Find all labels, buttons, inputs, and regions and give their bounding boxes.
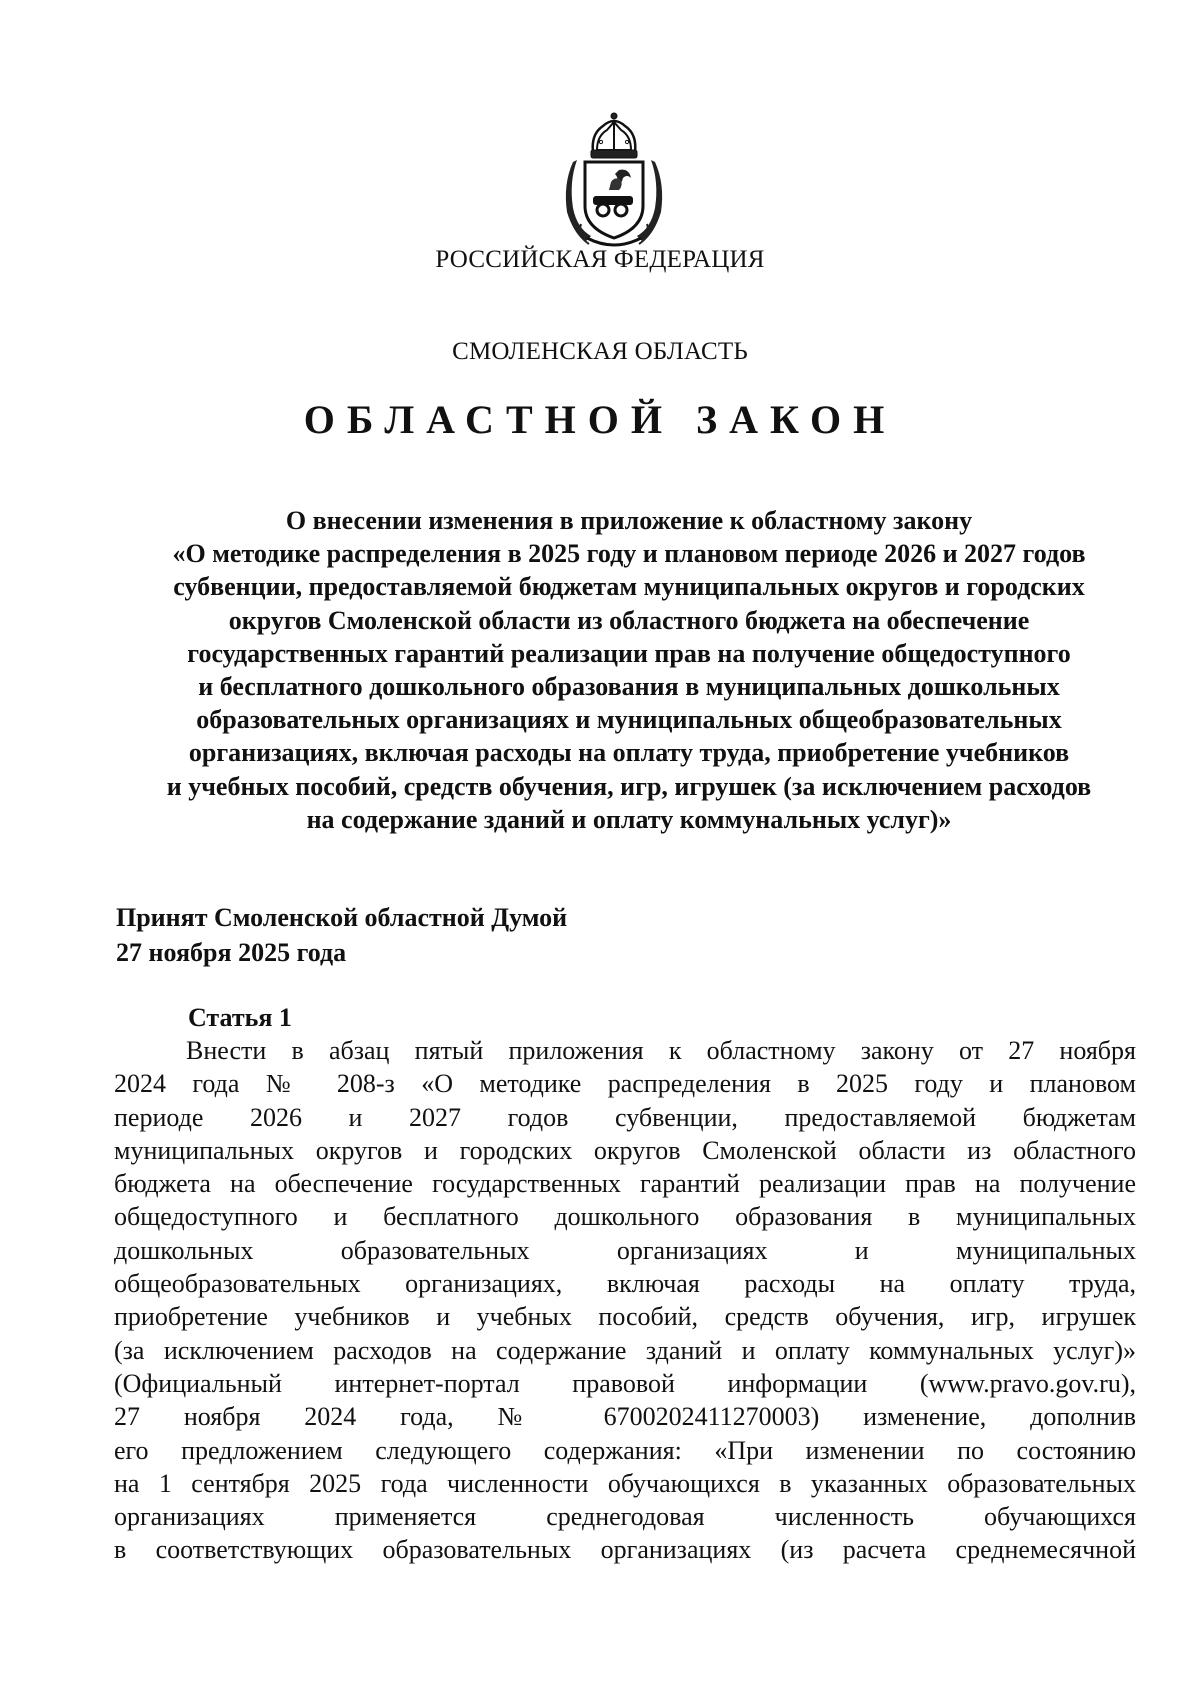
- law-title-line: на содержание зданий и оплату коммунальных услуг)»: [306, 804, 952, 834]
- article-line: общедоступного и бесплатного дошкольного образования в муниципальных: [114, 1202, 1136, 1232]
- article-line: общеобразовательных организациях, включая расходы на оплату труда,: [114, 1269, 1136, 1299]
- adoption-body: Принят Смоленской областной Думой: [116, 903, 568, 932]
- law-title-line: округов Смоленской области из областного бюджета на обеспечение: [228, 605, 1030, 635]
- country-heading: РОССИЙСКАЯ ФЕДЕРАЦИЯ: [435, 246, 765, 273]
- adoption-date: 27 ноября 2025 года: [116, 938, 347, 967]
- article-line: бюджета на обеспечение государственных гарантий реализации прав на получение: [114, 1169, 1136, 1199]
- article-line: муниципальных округов и городских округов Смоленской области из областного: [114, 1135, 1136, 1165]
- article-line: на 1 сентября 2025 года численности обучающихся в указанных образовательных: [114, 1468, 1136, 1498]
- adoption-note: [116, 900, 567, 970]
- article-line: 2024 года № 208-з «О методике распределения в 2025 году и плановом: [114, 1069, 1136, 1099]
- law-title-line: О внесении изменения в приложение к областному закону: [285, 506, 973, 535]
- law-title-line: «О методике распределения в 2025 году и плановом периоде 2026 и 2027 годов: [172, 539, 1086, 569]
- law-title-line: и бесплатного дошкольного образования в муниципальных дошкольных: [198, 672, 1060, 702]
- article-body: [114, 1034, 1136, 1567]
- article-line: Внести в абзац пятый приложения к областному закону от 27 ноября: [186, 1036, 1136, 1065]
- article-line: его предложением следующего содержания: «При изменении по состоянию: [114, 1435, 1136, 1465]
- article-line: дошкольных образовательных организациях и муниципальных: [114, 1235, 1136, 1265]
- law-title-line: государственных гарантий реализации прав на получение общедоступного: [187, 638, 1071, 668]
- article-line: периоде 2026 и 2027 годов субвенции, предоставляемой бюджетам: [114, 1102, 1136, 1132]
- law-title-line: субвенции, предоставляемой бюджетам муниципальных округов и городских: [173, 572, 1085, 602]
- smolensk-coat-of-arms-icon: [563, 112, 665, 252]
- region-heading: СМОЛЕНСКАЯ ОБЛАСТЬ: [452, 338, 748, 365]
- law-title-line: организациях, включая расходы на оплату труда, приобретение учебников: [188, 738, 1070, 768]
- article-line: (за исключением расходов на содержание зданий и оплату коммунальных услуг)»: [114, 1335, 1136, 1365]
- article-heading: Статья 1: [188, 1003, 292, 1032]
- law-title: [112, 504, 1146, 836]
- article-line: приобретение учебников и учебных пособий, средств обучения, игр, игрушек: [114, 1302, 1136, 1332]
- article-line: организациях применяется среднегодовая численность обучающихся: [114, 1502, 1136, 1532]
- law-title-line: образовательных организациях и муниципальных общеобразовательных: [196, 705, 1062, 735]
- article-line: в соответствующих образовательных организациях (из расчета среднемесячной: [114, 1535, 1136, 1565]
- article-line: (Официальный интернет-портал правовой информации (www.pravo.gov.ru),: [114, 1368, 1136, 1398]
- law-title-line: и учебных пособий, средств обучения, игр, игрушек (за исключением расходов: [166, 771, 1092, 801]
- article-line: 27 ноября 2024 года, № 6700202411270003) изменение, дополнив: [114, 1402, 1136, 1432]
- document-type-title: ОБЛАСТНОЙ ЗАКОН: [303, 397, 897, 442]
